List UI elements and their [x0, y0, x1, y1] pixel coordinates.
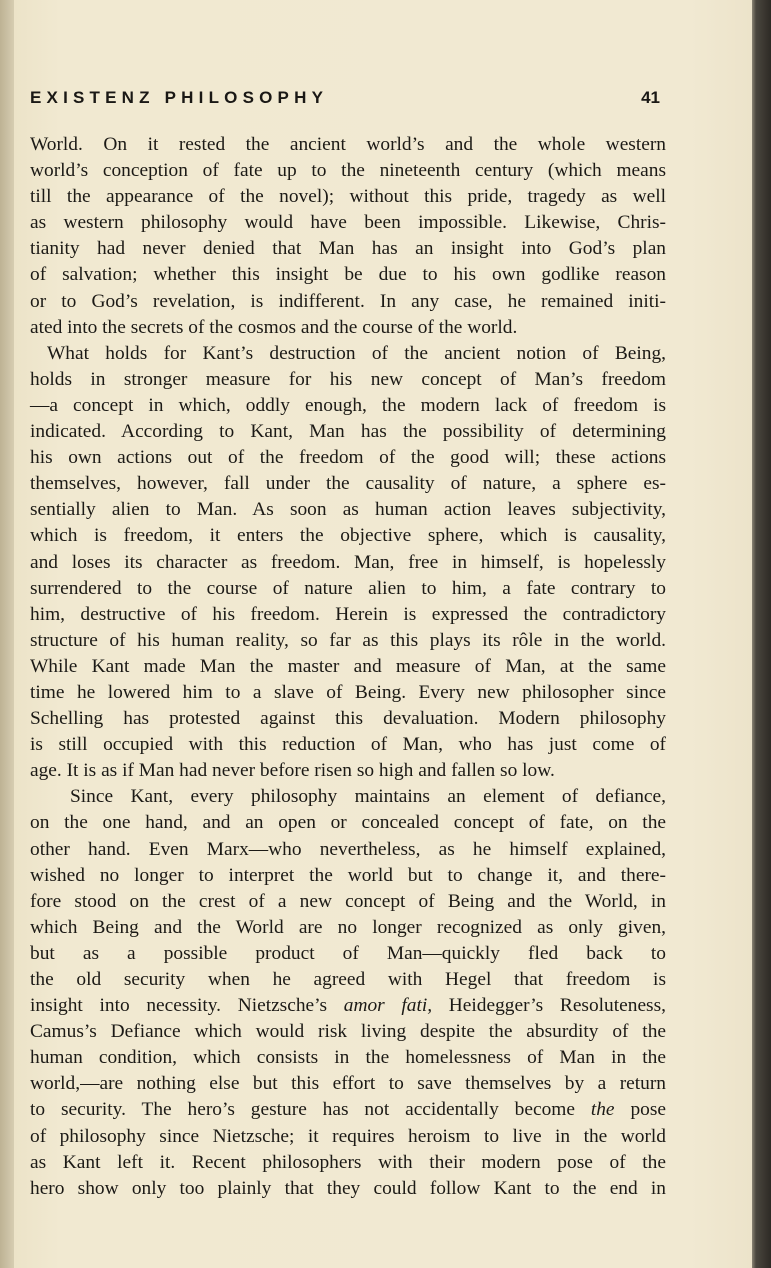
italic-text: the	[590, 1099, 615, 1121]
text-line: wished no longer to interpret the world but to change it, and there-	[30, 864, 666, 886]
text-line: world’s conception of fate up to the nineteenth century (which means	[30, 160, 666, 182]
page-header	[30, 88, 660, 110]
text-line: which is freedom, it enters the objective sphere, which is causality,	[30, 525, 666, 547]
text-segment: pose	[614, 1099, 666, 1121]
text-line: sentially alien to Man. As soon as human action leaves subjectivity,	[30, 499, 666, 521]
text-line: age. It is as if Man had never before risen so high and fallen so low.	[30, 760, 555, 782]
running-head: EXISTENZ PHILOSOPHY	[30, 88, 329, 107]
text-line: World. On it rested the ancient world’s and the whole western	[30, 134, 666, 155]
text-line: themselves, however, fall under the causality of nature, a sphere es-	[30, 473, 666, 495]
text-line: or to God’s revelation, is indifferent. In any case, he remained initi-	[30, 290, 666, 312]
text-line: on the one hand, and an open or concealed concept of fate, on the	[30, 812, 666, 834]
text-line: till the appearance of the novel); without this pride, tragedy as well	[30, 186, 666, 208]
text-line: his own actions out of the freedom of the good will; these actions	[30, 447, 666, 469]
text-line: —a concept in which, oddly enough, the modern lack of freedom is	[30, 394, 666, 416]
text-line	[30, 1097, 666, 1123]
text-line: of philosophy since Nietzsche; it requires heroism to live in the world	[30, 1125, 666, 1147]
page-edge-shadow	[752, 0, 771, 1268]
text-line: which Being and the World are no longer recognized as only given,	[30, 916, 666, 938]
text-line: is still occupied with this reduction of Man, who has just come of	[30, 734, 666, 756]
body-text	[30, 132, 666, 1202]
text-line: of salvation; whether this insight be due to his own godlike reason	[30, 264, 666, 286]
text-line: Schelling has protested against this devaluation. Modern philosophy	[30, 708, 666, 730]
text-line: other hand. Even Marx—who nevertheless, as he himself explained,	[30, 838, 666, 860]
page-number: 41	[641, 88, 660, 107]
text-line: fore stood on the crest of a new concept of Being and the World, in	[30, 890, 666, 912]
text-line: Camus’s Defiance which would risk living despite the absurdity of the	[30, 1021, 666, 1043]
text-line: the old security when he agreed with Hegel that freedom is	[30, 969, 666, 990]
text-line	[30, 993, 666, 1019]
text-line: world,—are nothing else but this effort to save themselves by a return	[30, 1073, 666, 1095]
text-line: as Kant left it. Recent philosophers with their modern pose of the	[30, 1151, 666, 1173]
text-line: structure of his human reality, so far as this plays its rôle in the world.	[30, 629, 666, 651]
text-line: and loses its character as freedom. Man, free in himself, is hopelessly	[30, 551, 666, 573]
text-segment: to security. The hero’s gesture has not accidentally become	[30, 1099, 591, 1121]
text-segment: Heidegger’s Resoluteness,	[432, 995, 666, 1017]
text-line: but as a possible product of Man—quickly fled back to	[30, 942, 666, 964]
text-line: time he lowered him to a slave of Being. Every new philosopher since	[30, 681, 666, 703]
text-line: What holds for Kant’s destruction of the ancient notion of Being,	[47, 342, 666, 364]
text-line: ated into the secrets of the cosmos and the course of the world.	[30, 316, 518, 338]
text-line: human condition, which consists in the homelessness of Man in the	[30, 1047, 666, 1069]
text-line: hero show only too plainly that they could follow Kant to the end in	[30, 1177, 666, 1199]
text-line: While Kant made Man the master and measure of Man, at the same	[30, 655, 666, 677]
text-segment: insight into necessity. Nietzsche’s	[30, 995, 344, 1017]
page-gutter-shadow	[0, 0, 14, 1268]
text-line: as western philosophy would have been impossible. Likewise, Chris-	[30, 212, 666, 234]
text-line: holds in stronger measure for his new concept of Man’s freedom	[30, 368, 666, 390]
text-line: Since Kant, every philosophy maintains an element of defiance,	[70, 786, 666, 808]
text-line: indicated. According to Kant, Man has the possibility of determining	[30, 421, 666, 443]
text-line: tianity had never denied that Man has an insight into God’s plan	[30, 238, 666, 260]
italic-text: amor fati,	[343, 995, 433, 1017]
text-line: surrendered to the course of nature alien to him, a fate contrary to	[30, 577, 666, 599]
text-line: him, destructive of his freedom. Herein is expressed the contradictory	[30, 603, 666, 625]
